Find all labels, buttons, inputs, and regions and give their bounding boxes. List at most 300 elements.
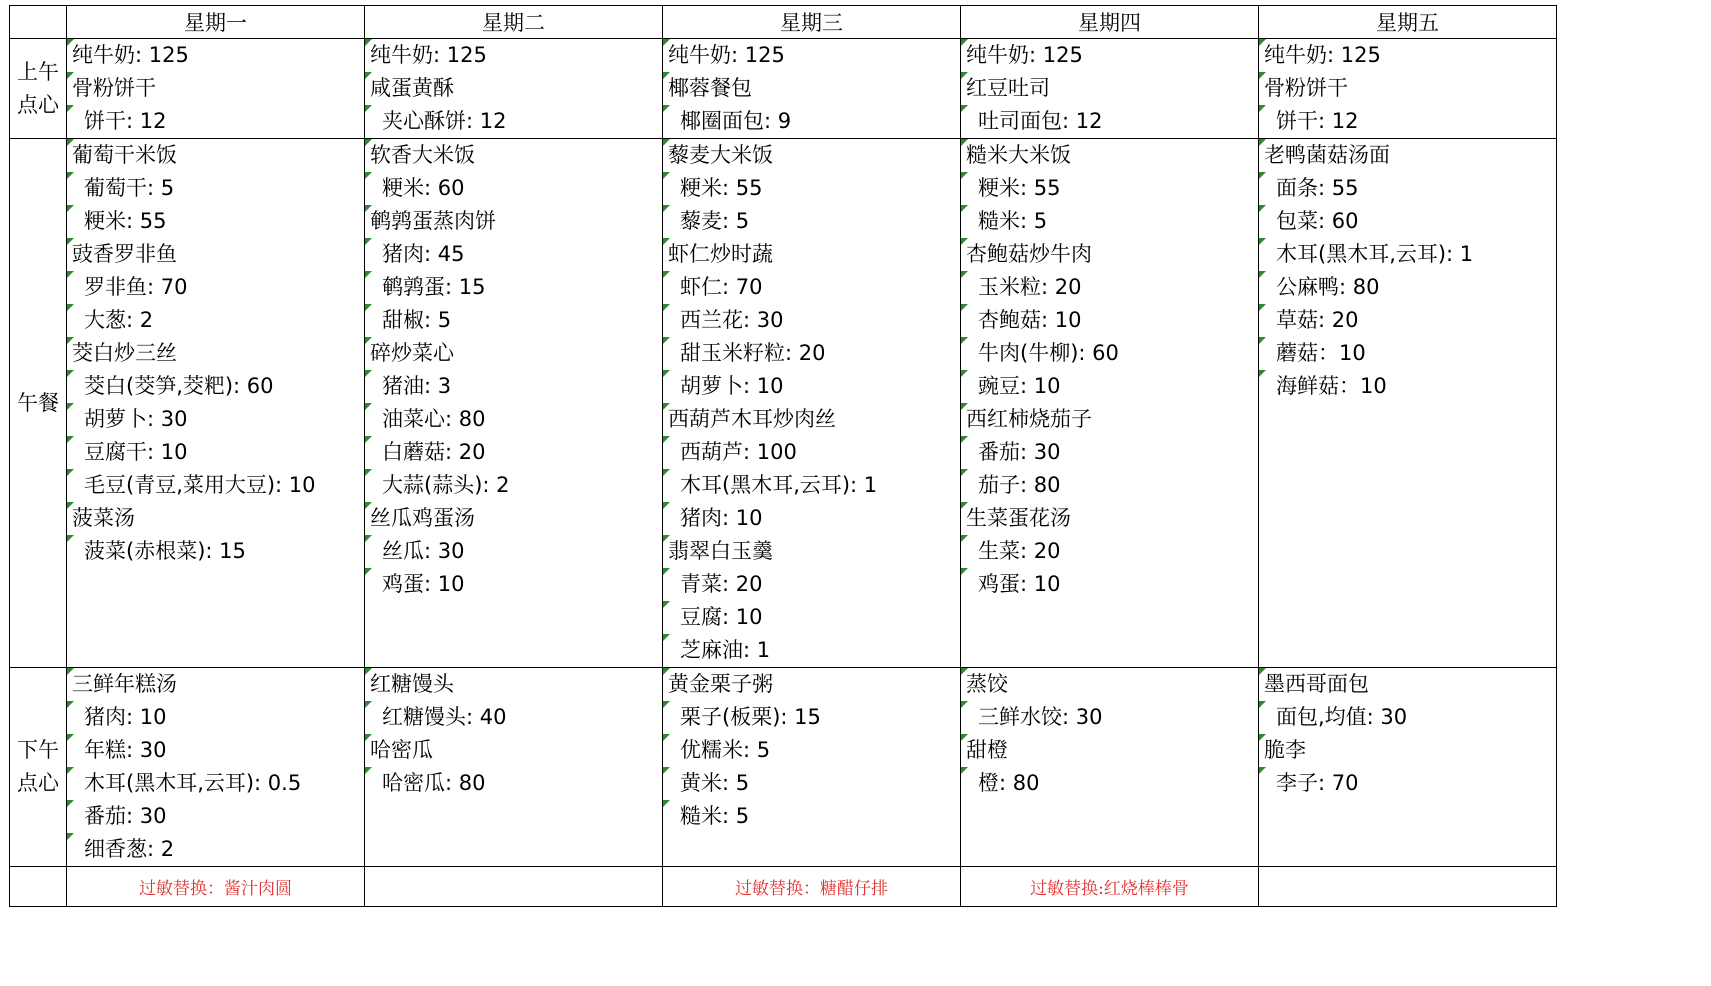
comment-marker-icon bbox=[1259, 701, 1266, 708]
line-text: 公麻鸭: 80 bbox=[1276, 275, 1380, 299]
dish-name bbox=[365, 39, 662, 72]
comment-marker-icon bbox=[961, 271, 968, 278]
line-text: 胡萝卜: 30 bbox=[84, 407, 188, 431]
ingredient-line bbox=[663, 601, 960, 634]
dish-name bbox=[1259, 72, 1556, 105]
ingredient-line bbox=[663, 436, 960, 469]
line-text: 番茄: 30 bbox=[978, 440, 1061, 464]
comment-marker-icon bbox=[663, 535, 670, 542]
line-text: 红糖馒头: 40 bbox=[382, 705, 507, 729]
ingredient-line bbox=[961, 568, 1258, 601]
ingredient-line bbox=[961, 205, 1258, 238]
line-text: 藜麦大米饭 bbox=[668, 143, 773, 167]
dish-name bbox=[663, 668, 960, 701]
comment-marker-icon bbox=[961, 205, 968, 212]
comment-marker-icon bbox=[663, 734, 670, 741]
comment-marker-icon bbox=[365, 535, 372, 542]
ingredient-line bbox=[663, 767, 960, 800]
comment-marker-icon bbox=[961, 139, 968, 146]
comment-marker-icon bbox=[1259, 205, 1266, 212]
dish-name bbox=[365, 734, 662, 767]
allergy-note[interactable]: 过敏替换:红烧棒棒骨 bbox=[961, 867, 1259, 907]
comment-marker-icon bbox=[663, 205, 670, 212]
line-text: 葡萄干米饭 bbox=[72, 143, 177, 167]
line-text: 西红柿烧茄子 bbox=[966, 407, 1092, 431]
line-text: 饼干: 12 bbox=[1276, 109, 1359, 133]
allergy-note[interactable] bbox=[1259, 867, 1557, 907]
dish-name bbox=[663, 39, 960, 72]
period-row-lunch bbox=[10, 139, 1557, 668]
line-text: 牛肉(牛柳): 60 bbox=[978, 341, 1119, 365]
comment-marker-icon bbox=[67, 172, 74, 179]
meal-cell[interactable] bbox=[67, 668, 365, 867]
line-text: 大葱: 2 bbox=[84, 308, 154, 332]
line-text: 包菜: 60 bbox=[1276, 209, 1359, 233]
line-text: 蘑菇：10 bbox=[1276, 341, 1366, 365]
dish-name bbox=[365, 668, 662, 701]
dish-name bbox=[663, 238, 960, 271]
line-text: 豌豆: 10 bbox=[978, 374, 1061, 398]
line-text: 生菜蛋花汤 bbox=[966, 506, 1071, 530]
dish-name bbox=[365, 502, 662, 535]
line-text: 猪肉: 10 bbox=[84, 705, 167, 729]
line-text: 猪肉: 10 bbox=[680, 506, 763, 530]
line-text: 糙米大米饭 bbox=[966, 143, 1071, 167]
comment-marker-icon bbox=[365, 370, 372, 377]
dish-name bbox=[663, 139, 960, 172]
line-text: 葡萄干: 5 bbox=[84, 176, 175, 200]
line-text: 甜橙 bbox=[966, 738, 1008, 762]
comment-marker-icon bbox=[67, 72, 74, 79]
ingredient-line bbox=[67, 304, 364, 337]
line-text: 番茄: 30 bbox=[84, 804, 167, 828]
ingredient-line bbox=[663, 502, 960, 535]
line-text: 豆腐: 10 bbox=[680, 605, 763, 629]
ingredient-line bbox=[365, 469, 662, 502]
line-text: 粳米: 60 bbox=[382, 176, 465, 200]
comment-marker-icon bbox=[365, 502, 372, 509]
comment-marker-icon bbox=[67, 535, 74, 542]
line-text: 芝麻油: 1 bbox=[680, 638, 771, 662]
line-text: 纯牛奶: 125 bbox=[668, 43, 785, 67]
line-text: 橙: 80 bbox=[978, 771, 1040, 795]
comment-marker-icon bbox=[365, 172, 372, 179]
ingredient-line bbox=[961, 105, 1258, 138]
dish-name bbox=[961, 502, 1258, 535]
comment-marker-icon bbox=[663, 668, 670, 675]
allergy-note[interactable] bbox=[365, 867, 663, 907]
comment-marker-icon bbox=[663, 337, 670, 344]
dish-name bbox=[67, 39, 364, 72]
comment-marker-icon bbox=[365, 668, 372, 675]
line-text: 鹌鹑蛋蒸肉饼 bbox=[370, 209, 496, 233]
line-text: 菠菜汤 bbox=[72, 506, 135, 530]
comment-marker-icon bbox=[365, 105, 372, 112]
ingredient-line bbox=[663, 304, 960, 337]
allergy-note[interactable]: 过敏替换：糖醋仔排 bbox=[663, 867, 961, 907]
dish-name bbox=[961, 139, 1258, 172]
line-text: 胡萝卜: 10 bbox=[680, 374, 784, 398]
line-text: 木耳(黑木耳,云耳): 1 bbox=[680, 473, 878, 497]
comment-marker-icon bbox=[663, 800, 670, 807]
meal-cell[interactable] bbox=[961, 39, 1259, 139]
line-text: 细香葱: 2 bbox=[84, 837, 175, 861]
day-header[interactable]: 星期二 bbox=[365, 6, 663, 39]
line-text: 丝瓜: 30 bbox=[382, 539, 465, 563]
comment-marker-icon bbox=[67, 800, 74, 807]
ingredient-line bbox=[961, 701, 1258, 734]
comment-marker-icon bbox=[663, 634, 670, 641]
ingredient-line bbox=[961, 271, 1258, 304]
line-text: 大蒜(蒜头): 2 bbox=[382, 473, 510, 497]
comment-marker-icon bbox=[1259, 72, 1266, 79]
comment-marker-icon bbox=[663, 172, 670, 179]
period-label[interactable]: 午餐 bbox=[10, 139, 67, 668]
comment-marker-icon bbox=[1259, 304, 1266, 311]
meal-cell[interactable] bbox=[365, 668, 663, 867]
line-text: 椰圈面包: 9 bbox=[680, 109, 792, 133]
day-header[interactable]: 星期一 bbox=[67, 6, 365, 39]
dish-name bbox=[961, 72, 1258, 105]
comment-marker-icon bbox=[663, 370, 670, 377]
line-text: 软香大米饭 bbox=[370, 143, 475, 167]
dish-name bbox=[365, 337, 662, 370]
dish-name bbox=[67, 139, 364, 172]
ingredient-line bbox=[365, 535, 662, 568]
line-text: 菠菜(赤根菜): 15 bbox=[84, 539, 246, 563]
dish-name bbox=[67, 238, 364, 271]
line-text: 翡翠白玉羹 bbox=[668, 539, 773, 563]
comment-marker-icon bbox=[1259, 370, 1266, 377]
line-text: 木耳(黑木耳,云耳): 0.5 bbox=[84, 771, 302, 795]
ingredient-line bbox=[365, 238, 662, 271]
ingredient-line bbox=[1259, 370, 1556, 403]
ingredient-line bbox=[1259, 767, 1556, 800]
ingredient-line bbox=[67, 271, 364, 304]
comment-marker-icon bbox=[1259, 668, 1266, 675]
comment-marker-icon bbox=[67, 436, 74, 443]
comment-marker-icon bbox=[67, 39, 74, 46]
line-text: 丝瓜鸡蛋汤 bbox=[370, 506, 475, 530]
ingredient-line bbox=[365, 172, 662, 205]
line-text: 黄米: 5 bbox=[680, 771, 750, 795]
ingredient-line bbox=[365, 568, 662, 601]
dish-name bbox=[67, 337, 364, 370]
ingredient-line bbox=[663, 105, 960, 138]
line-text: 墨西哥面包 bbox=[1264, 672, 1369, 696]
line-text: 纯牛奶: 125 bbox=[72, 43, 189, 67]
ingredient-line bbox=[961, 337, 1258, 370]
line-text: 面包,均值: 30 bbox=[1276, 705, 1408, 729]
comment-marker-icon bbox=[365, 139, 372, 146]
comment-marker-icon bbox=[663, 701, 670, 708]
comment-marker-icon bbox=[663, 568, 670, 575]
ingredient-line bbox=[663, 172, 960, 205]
comment-marker-icon bbox=[961, 469, 968, 476]
period-row-afternoon-snack bbox=[10, 668, 1557, 867]
line-text: 优糯米: 5 bbox=[680, 738, 771, 762]
comment-marker-icon bbox=[67, 469, 74, 476]
ingredient-line bbox=[663, 800, 960, 833]
meal-cell[interactable] bbox=[663, 39, 961, 139]
comment-marker-icon bbox=[961, 304, 968, 311]
line-text: 鹌鹑蛋: 15 bbox=[382, 275, 486, 299]
ingredient-line bbox=[67, 535, 364, 568]
line-text: 糙米: 5 bbox=[680, 804, 750, 828]
period-label[interactable]: 上午 点心 bbox=[10, 39, 67, 139]
ingredient-line bbox=[1259, 271, 1556, 304]
ingredient-line bbox=[961, 436, 1258, 469]
ingredient-line bbox=[67, 172, 364, 205]
comment-marker-icon bbox=[1259, 105, 1266, 112]
ingredient-line bbox=[1259, 304, 1556, 337]
line-text: 罗非鱼: 70 bbox=[84, 275, 188, 299]
comment-marker-icon bbox=[365, 238, 372, 245]
meal-cell[interactable] bbox=[1259, 668, 1557, 867]
ingredient-line bbox=[663, 634, 960, 667]
line-text: 咸蛋黄酥 bbox=[370, 76, 454, 100]
comment-marker-icon bbox=[663, 139, 670, 146]
line-text: 白蘑菇: 20 bbox=[382, 440, 486, 464]
comment-marker-icon bbox=[67, 502, 74, 509]
ingredient-line bbox=[67, 469, 364, 502]
comment-marker-icon bbox=[365, 403, 372, 410]
comment-marker-icon bbox=[663, 304, 670, 311]
ingredient-line bbox=[663, 469, 960, 502]
comment-marker-icon bbox=[961, 370, 968, 377]
comment-marker-icon bbox=[365, 469, 372, 476]
comment-marker-icon bbox=[961, 72, 968, 79]
line-text: 猪肉: 45 bbox=[382, 242, 465, 266]
comment-marker-icon bbox=[365, 337, 372, 344]
line-text: 老鸭菌菇汤面 bbox=[1264, 143, 1390, 167]
line-text: 面条: 55 bbox=[1276, 176, 1359, 200]
comment-marker-icon bbox=[1259, 39, 1266, 46]
comment-marker-icon bbox=[663, 238, 670, 245]
comment-marker-icon bbox=[1259, 139, 1266, 146]
comment-marker-icon bbox=[67, 337, 74, 344]
meal-cell[interactable] bbox=[67, 139, 365, 668]
dish-name bbox=[663, 403, 960, 436]
line-text: 鸡蛋: 10 bbox=[382, 572, 465, 596]
line-text: 纯牛奶: 125 bbox=[1264, 43, 1381, 67]
comment-marker-icon bbox=[961, 39, 968, 46]
ingredient-line bbox=[67, 734, 364, 767]
meal-cell[interactable] bbox=[663, 668, 961, 867]
line-text: 栗子(板栗): 15 bbox=[680, 705, 821, 729]
comment-marker-icon bbox=[663, 767, 670, 774]
line-text: 粳米: 55 bbox=[84, 209, 167, 233]
comment-marker-icon bbox=[663, 105, 670, 112]
ingredient-line bbox=[1259, 701, 1556, 734]
ingredient-line bbox=[663, 205, 960, 238]
line-text: 茄子: 80 bbox=[978, 473, 1061, 497]
dish-name bbox=[961, 734, 1258, 767]
comment-marker-icon bbox=[365, 436, 372, 443]
comment-marker-icon bbox=[961, 238, 968, 245]
line-text: 夹心酥饼: 12 bbox=[382, 109, 507, 133]
line-text: 藜麦: 5 bbox=[680, 209, 750, 233]
line-text: 粳米: 55 bbox=[978, 176, 1061, 200]
comment-marker-icon bbox=[67, 701, 74, 708]
dish-name bbox=[961, 668, 1258, 701]
ingredient-line bbox=[365, 767, 662, 800]
ingredient-line bbox=[365, 105, 662, 138]
line-text: 虾仁: 70 bbox=[680, 275, 763, 299]
ingredient-line bbox=[67, 701, 364, 734]
line-text: 生菜: 20 bbox=[978, 539, 1061, 563]
ingredient-line bbox=[365, 403, 662, 436]
line-text: 骨粉饼干 bbox=[72, 76, 156, 100]
ingredient-line bbox=[1259, 238, 1556, 271]
line-text: 豉香罗非鱼 bbox=[72, 242, 177, 266]
comment-marker-icon bbox=[67, 668, 74, 675]
line-text: 青菜: 20 bbox=[680, 572, 763, 596]
ingredient-line bbox=[67, 800, 364, 833]
line-text: 三鲜水饺: 30 bbox=[978, 705, 1103, 729]
ingredient-line bbox=[961, 469, 1258, 502]
line-text: 椰蓉餐包 bbox=[668, 76, 752, 100]
corner-cell[interactable] bbox=[10, 6, 67, 39]
period-label[interactable]: 下午 点心 bbox=[10, 668, 67, 867]
line-text: 年糕: 30 bbox=[84, 738, 167, 762]
comment-marker-icon bbox=[961, 767, 968, 774]
comment-marker-icon bbox=[67, 304, 74, 311]
meal-cell[interactable] bbox=[67, 39, 365, 139]
comment-marker-icon bbox=[67, 767, 74, 774]
meal-cell[interactable] bbox=[365, 139, 663, 668]
comment-marker-icon bbox=[961, 568, 968, 575]
dish-name bbox=[1259, 668, 1556, 701]
line-text: 油菜心: 80 bbox=[382, 407, 486, 431]
line-text: 骨粉饼干 bbox=[1264, 76, 1348, 100]
comment-marker-icon bbox=[663, 403, 670, 410]
line-text: 西葫芦木耳炒肉丝 bbox=[668, 407, 836, 431]
ingredient-line bbox=[67, 436, 364, 469]
line-text: 豆腐干: 10 bbox=[84, 440, 188, 464]
line-text: 饼干: 12 bbox=[84, 109, 167, 133]
dish-name bbox=[1259, 734, 1556, 767]
line-text: 杏鲍菇炒牛肉 bbox=[966, 242, 1092, 266]
dish-name bbox=[663, 72, 960, 105]
allergy-corner-cell[interactable] bbox=[10, 867, 67, 907]
dish-name bbox=[1259, 39, 1556, 72]
comment-marker-icon bbox=[961, 337, 968, 344]
allergy-note[interactable]: 过敏替换：酱汁肉圆 bbox=[67, 867, 365, 907]
meal-cell[interactable] bbox=[365, 39, 663, 139]
day-header[interactable]: 星期五 bbox=[1259, 6, 1557, 39]
day-header[interactable]: 星期四 bbox=[961, 6, 1259, 39]
dish-name bbox=[961, 238, 1258, 271]
ingredient-line bbox=[663, 701, 960, 734]
comment-marker-icon bbox=[67, 139, 74, 146]
line-text: 杏鲍菇: 10 bbox=[978, 308, 1082, 332]
ingredient-line bbox=[67, 767, 364, 800]
ingredient-line bbox=[663, 337, 960, 370]
ingredient-line bbox=[365, 370, 662, 403]
ingredient-line bbox=[67, 105, 364, 138]
ingredient-line bbox=[961, 304, 1258, 337]
line-text: 粳米: 55 bbox=[680, 176, 763, 200]
comment-marker-icon bbox=[67, 238, 74, 245]
ingredient-line bbox=[663, 568, 960, 601]
header-row bbox=[10, 6, 1557, 39]
ingredient-line bbox=[1259, 172, 1556, 205]
line-text: 蒸饺 bbox=[966, 672, 1008, 696]
comment-marker-icon bbox=[961, 403, 968, 410]
line-text: 毛豆(青豆,菜用大豆): 10 bbox=[84, 473, 316, 497]
comment-marker-icon bbox=[1259, 337, 1266, 344]
dish-name bbox=[365, 72, 662, 105]
meal-cell[interactable] bbox=[961, 139, 1259, 668]
line-text: 草菇: 20 bbox=[1276, 308, 1359, 332]
day-header[interactable]: 星期三 bbox=[663, 6, 961, 39]
ingredient-line bbox=[961, 767, 1258, 800]
line-text: 三鲜年糕汤 bbox=[72, 672, 177, 696]
comment-marker-icon bbox=[365, 701, 372, 708]
dish-name bbox=[67, 72, 364, 105]
line-text: 鸡蛋: 10 bbox=[978, 572, 1061, 596]
ingredient-line bbox=[961, 370, 1258, 403]
line-text: 玉米粒: 20 bbox=[978, 275, 1082, 299]
line-text: 脆李 bbox=[1264, 738, 1306, 762]
comment-marker-icon bbox=[67, 205, 74, 212]
meal-plan-table bbox=[9, 5, 1557, 907]
line-text: 吐司面包: 12 bbox=[978, 109, 1103, 133]
comment-marker-icon bbox=[365, 205, 372, 212]
comment-marker-icon bbox=[1259, 767, 1266, 774]
comment-marker-icon bbox=[365, 271, 372, 278]
dish-name bbox=[961, 403, 1258, 436]
comment-marker-icon bbox=[1259, 734, 1266, 741]
line-text: 李子: 70 bbox=[1276, 771, 1359, 795]
meal-cell[interactable] bbox=[1259, 39, 1557, 139]
comment-marker-icon bbox=[365, 39, 372, 46]
ingredient-line bbox=[67, 403, 364, 436]
line-text: 甜玉米籽粒: 20 bbox=[680, 341, 826, 365]
comment-marker-icon bbox=[663, 469, 670, 476]
dish-name bbox=[67, 668, 364, 701]
comment-marker-icon bbox=[1259, 238, 1266, 245]
ingredient-line bbox=[365, 436, 662, 469]
line-text: 甜椒: 5 bbox=[382, 308, 452, 332]
line-text: 纯牛奶: 125 bbox=[370, 43, 487, 67]
comment-marker-icon bbox=[961, 172, 968, 179]
comment-marker-icon bbox=[365, 568, 372, 575]
line-text: 茭白(茭笋,茭粑): 60 bbox=[84, 374, 274, 398]
comment-marker-icon bbox=[663, 502, 670, 509]
comment-marker-icon bbox=[67, 734, 74, 741]
ingredient-line bbox=[67, 205, 364, 238]
comment-marker-icon bbox=[365, 304, 372, 311]
dish-name bbox=[365, 139, 662, 172]
ingredient-line bbox=[365, 304, 662, 337]
meal-cell[interactable] bbox=[1259, 139, 1557, 668]
meal-cell[interactable] bbox=[663, 139, 961, 668]
comment-marker-icon bbox=[365, 767, 372, 774]
line-text: 西兰花: 30 bbox=[680, 308, 784, 332]
meal-cell[interactable] bbox=[961, 668, 1259, 867]
line-text: 哈密瓜 bbox=[370, 738, 433, 762]
line-text: 红糖馒头 bbox=[370, 672, 454, 696]
comment-marker-icon bbox=[961, 502, 968, 509]
line-text: 碎炒菜心 bbox=[370, 341, 454, 365]
comment-marker-icon bbox=[67, 271, 74, 278]
dish-name bbox=[1259, 139, 1556, 172]
line-text: 虾仁炒时蔬 bbox=[668, 242, 773, 266]
line-text: 茭白炒三丝 bbox=[72, 341, 177, 365]
line-text: 海鲜菇：10 bbox=[1276, 374, 1387, 398]
